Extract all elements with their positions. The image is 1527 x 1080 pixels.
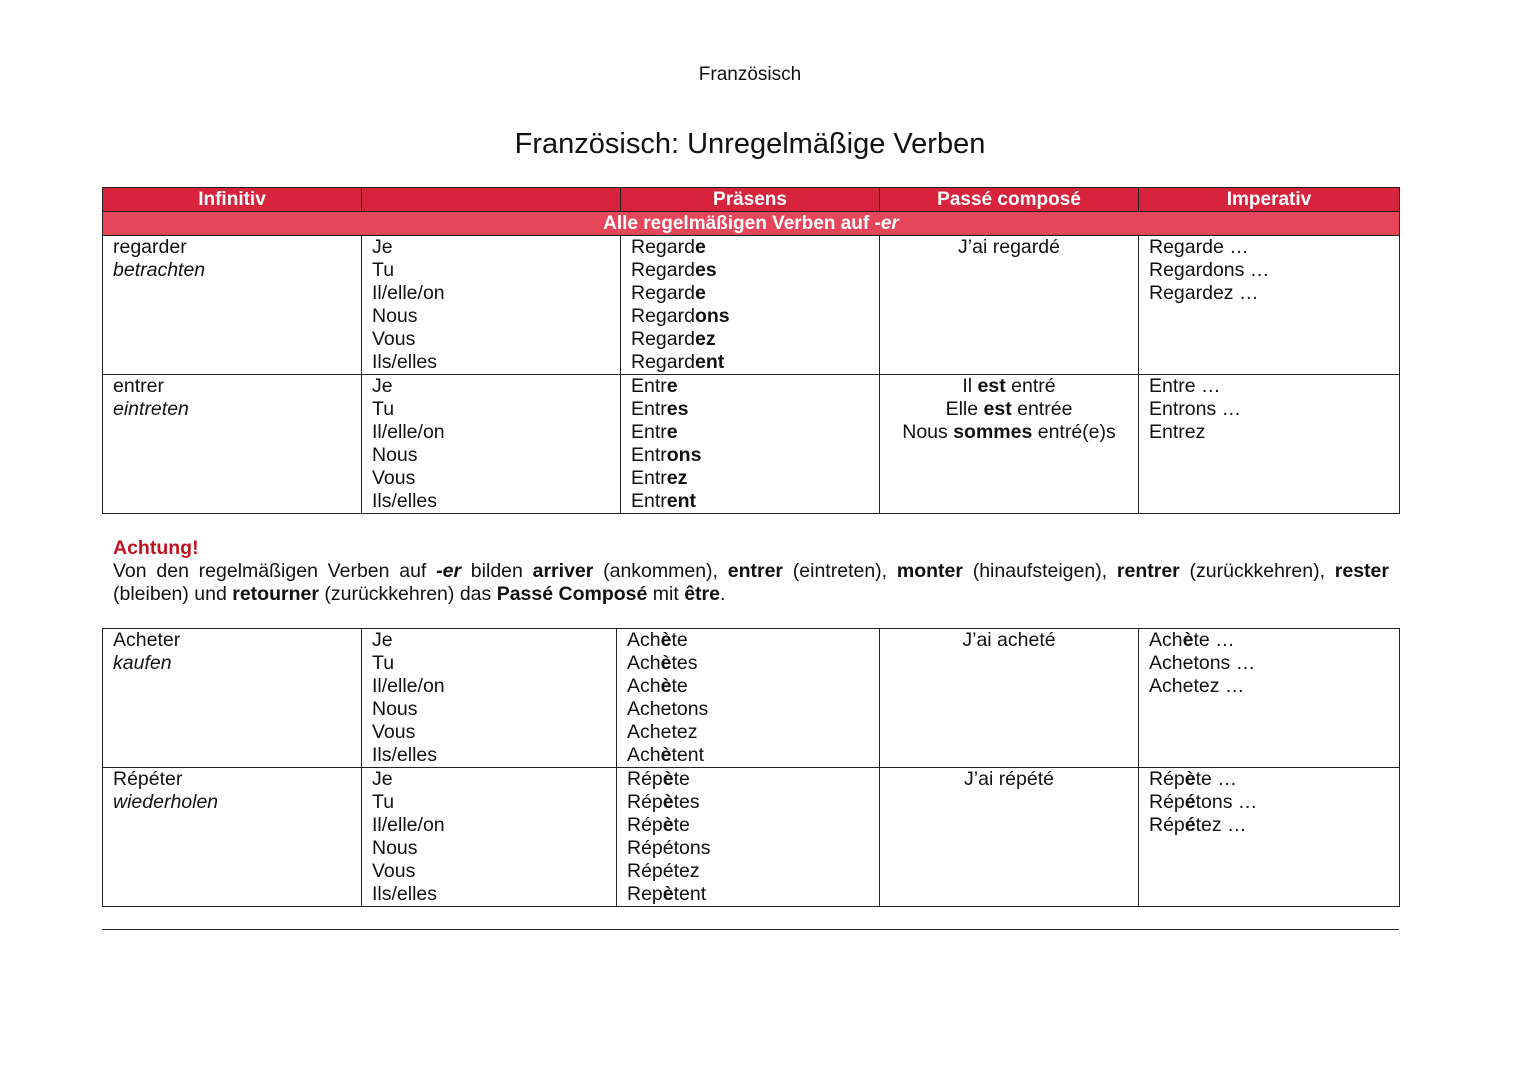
column-header-infinitiv: Infinitiv xyxy=(103,188,362,212)
note-segment: rester xyxy=(1334,560,1389,582)
text-line xyxy=(627,652,869,675)
text-segment: ez xyxy=(666,467,688,489)
subheader-text: Alle regelmäßigen Verben auf xyxy=(603,213,875,234)
text-segment: Rép xyxy=(1149,791,1185,813)
text-segment: Entr xyxy=(631,421,667,443)
text-segment: è xyxy=(662,883,674,905)
text-segment: Entr xyxy=(631,467,667,489)
text-segment: es xyxy=(694,259,717,281)
text-line xyxy=(890,375,1128,398)
pronoun: Ils/elles xyxy=(372,744,438,766)
text-segment: tent xyxy=(673,883,707,905)
text-line xyxy=(627,860,869,883)
text-segment: Regard xyxy=(631,305,695,327)
text-line: J’ai regardé xyxy=(958,236,1060,258)
text-segment: è xyxy=(660,652,672,674)
text-segment: Répétez xyxy=(627,860,700,882)
text-line xyxy=(890,398,1128,421)
text-segment: Elle xyxy=(945,398,984,420)
text-segment: te xyxy=(671,675,688,697)
infinitive-cell xyxy=(103,629,362,768)
note-segment: (bleiben) und xyxy=(113,583,233,605)
passe-compose-cell xyxy=(880,236,1139,375)
text-segment: Regard xyxy=(631,236,695,258)
text-line xyxy=(627,629,869,652)
text-segment: Regard xyxy=(631,351,695,373)
bottom-divider xyxy=(102,929,1399,930)
text-line xyxy=(631,351,869,374)
text-segment: tent xyxy=(671,744,704,766)
column-header-imperativ: Imperativ xyxy=(1139,188,1400,212)
text-line: Entre … xyxy=(1149,375,1221,397)
note-segment: mit xyxy=(647,583,685,605)
text-segment: Rép xyxy=(1149,768,1185,790)
pronoun: Nous xyxy=(372,837,418,859)
pronoun: Tu xyxy=(372,791,395,813)
text-segment: Achetez … xyxy=(1149,675,1245,697)
text-segment: tez … xyxy=(1195,814,1247,836)
text-line xyxy=(1149,814,1389,837)
table-subheader-row xyxy=(103,212,1400,236)
infinitive: Répéter xyxy=(113,768,183,790)
text-line xyxy=(1149,652,1389,675)
pronoun-cell xyxy=(362,768,617,907)
infinitive: regarder xyxy=(113,236,187,258)
text-segment: Ach xyxy=(627,629,661,651)
passe-compose-cell: J’ai répété xyxy=(880,768,1139,907)
text-segment: ez xyxy=(694,328,716,350)
text-segment: e xyxy=(694,236,706,258)
conjugation-table-stem-change xyxy=(102,628,1400,907)
pronoun: Tu xyxy=(372,652,395,674)
note-segment: être xyxy=(684,583,720,605)
text-segment: è xyxy=(660,629,672,651)
note-segment: (zurückkehren) das xyxy=(318,583,497,605)
subheader-cell xyxy=(103,212,1400,236)
text-segment: ons xyxy=(694,305,730,327)
text-line xyxy=(627,814,869,837)
text-segment: é xyxy=(1184,814,1196,836)
text-segment: te … xyxy=(1193,629,1235,651)
text-segment: Rep xyxy=(627,883,663,905)
text-line xyxy=(631,398,869,421)
note-title: Achtung! xyxy=(113,537,199,559)
translation: betrachten xyxy=(113,259,206,281)
text-line xyxy=(627,698,869,721)
note-segment: monter xyxy=(896,560,963,582)
text-line xyxy=(627,744,869,767)
text-line xyxy=(627,675,869,698)
present-cell xyxy=(617,629,880,768)
text-line xyxy=(627,837,869,860)
pronoun: Tu xyxy=(372,259,395,281)
text-segment: Entr xyxy=(631,375,667,397)
text-line xyxy=(631,236,869,259)
text-segment: Entr xyxy=(631,490,667,512)
text-segment: te xyxy=(673,768,690,790)
note-segment: Von den regelmäßigen Verben auf xyxy=(113,560,437,582)
text-segment: Achetez xyxy=(627,721,698,743)
text-line xyxy=(1149,768,1389,791)
text-segment: Regard xyxy=(631,282,695,304)
pronoun: Vous xyxy=(372,467,416,489)
pronoun-cell xyxy=(362,629,617,768)
text-segment: Entr xyxy=(631,444,667,466)
text-segment: tes xyxy=(673,791,700,813)
translation: wiederholen xyxy=(113,791,219,813)
present-cell xyxy=(621,375,880,514)
text-segment: Rép xyxy=(627,768,663,790)
text-segment: Répétons xyxy=(627,837,711,859)
text-segment: è xyxy=(1182,629,1194,651)
text-line xyxy=(627,721,869,744)
imperative-cell xyxy=(1139,768,1400,907)
text-segment: Il xyxy=(962,375,978,397)
text-line: Entrez xyxy=(1149,421,1206,443)
note-segment: (zurückkehren), xyxy=(1179,560,1335,582)
pronoun: Je xyxy=(372,629,393,651)
page-header: Französisch xyxy=(698,64,802,85)
text-segment: è xyxy=(1184,768,1196,790)
text-line: Regardons … xyxy=(1149,259,1270,281)
text-segment: Nous xyxy=(902,421,954,443)
imperative-cell xyxy=(1139,375,1400,514)
note-segment: (hinaufsteigen), xyxy=(962,560,1117,582)
pronoun-cell xyxy=(362,236,621,375)
text-segment: entré(e)s xyxy=(1032,421,1116,443)
infinitive-cell xyxy=(103,375,362,514)
text-segment: è xyxy=(662,814,674,836)
column-header-pronoun xyxy=(362,188,621,212)
infinitive: entrer xyxy=(113,375,164,397)
text-segment: entré xyxy=(1005,375,1056,397)
text-segment: è xyxy=(662,768,674,790)
text-segment: entrée xyxy=(1011,398,1073,420)
subheader-suffix: -er xyxy=(874,213,899,234)
column-header-praesens: Präsens xyxy=(621,188,880,212)
text-segment: Achetons xyxy=(627,698,709,720)
passe-compose-cell xyxy=(880,375,1139,514)
text-segment: est xyxy=(983,398,1012,420)
translation: kaufen xyxy=(113,652,172,674)
text-segment: Ach xyxy=(1149,629,1183,651)
passe-compose-cell: J’ai acheté xyxy=(880,629,1139,768)
text-line xyxy=(627,883,869,906)
pronoun: Il/elle/on xyxy=(372,421,445,443)
text-segment: Ach xyxy=(627,675,661,697)
text-segment: e xyxy=(666,421,678,443)
text-segment: e xyxy=(694,282,706,304)
pronoun: Ils/elles xyxy=(372,490,438,512)
text-line xyxy=(1149,629,1389,652)
pronoun: Tu xyxy=(372,398,395,420)
note-segment: bilden xyxy=(461,560,533,582)
text-segment: est xyxy=(977,375,1006,397)
text-segment: è xyxy=(660,744,672,766)
imperative-cell xyxy=(1139,236,1400,375)
infinitive: Acheter xyxy=(113,629,181,651)
text-line: Regardez … xyxy=(1149,282,1259,304)
text-segment: ent xyxy=(666,490,697,512)
text-line xyxy=(631,375,869,398)
pronoun-cell xyxy=(362,375,621,514)
note-segment: . xyxy=(719,583,726,605)
text-segment: Rép xyxy=(627,791,663,813)
text-segment: è xyxy=(662,791,674,813)
note-segment: Passé Composé xyxy=(496,583,648,605)
note-segment: (ankommen), xyxy=(593,560,728,582)
pronoun: Vous xyxy=(372,860,416,882)
pronoun: Nous xyxy=(372,698,418,720)
text-segment: te xyxy=(671,629,688,651)
text-segment: Entr xyxy=(631,398,667,420)
note-segment: entrer xyxy=(727,560,784,582)
text-segment: ent xyxy=(694,351,725,373)
note-body xyxy=(113,560,1389,606)
text-segment: é xyxy=(1184,791,1196,813)
text-segment: Ach xyxy=(627,744,661,766)
note-segment: retourner xyxy=(232,583,319,605)
conjugation-table-regular xyxy=(102,187,1400,514)
text-segment: tons … xyxy=(1195,791,1258,813)
pronoun: Nous xyxy=(372,305,418,327)
note-segment: arriver xyxy=(532,560,594,582)
text-line xyxy=(631,305,869,328)
text-segment: te xyxy=(673,814,690,836)
table-row xyxy=(103,375,1400,514)
table-row xyxy=(103,768,1400,907)
text-segment: Rép xyxy=(627,814,663,836)
table-row xyxy=(103,629,1400,768)
note-segment: rentrer xyxy=(1116,560,1180,582)
infinitive-cell xyxy=(103,236,362,375)
text-segment: Regard xyxy=(631,328,695,350)
attention-note xyxy=(113,537,1389,606)
pronoun: Je xyxy=(372,375,393,397)
pronoun: Je xyxy=(372,768,393,790)
present-cell xyxy=(617,768,880,907)
imperative-cell xyxy=(1139,629,1400,768)
text-line xyxy=(890,421,1128,444)
text-line xyxy=(631,421,869,444)
pronoun: Je xyxy=(372,236,393,258)
text-line xyxy=(627,791,869,814)
text-line xyxy=(631,467,869,490)
text-line xyxy=(631,282,869,305)
pronoun: Il/elle/on xyxy=(372,814,445,836)
text-line: Regarde … xyxy=(1149,236,1249,258)
text-segment: è xyxy=(660,675,672,697)
pronoun: Il/elle/on xyxy=(372,282,445,304)
text-line xyxy=(631,490,869,513)
text-line xyxy=(627,768,869,791)
table-row xyxy=(103,236,1400,375)
pronoun: Vous xyxy=(372,721,416,743)
note-segment: (eintreten), xyxy=(783,560,897,582)
text-line xyxy=(631,444,869,467)
table-header-row xyxy=(103,188,1400,212)
text-segment: Regard xyxy=(631,259,695,281)
pronoun: Ils/elles xyxy=(372,351,438,373)
text-segment: Achetons … xyxy=(1149,652,1256,674)
translation: eintreten xyxy=(113,398,189,420)
pronoun: Nous xyxy=(372,444,418,466)
note-segment: -er xyxy=(436,560,462,582)
infinitive-cell xyxy=(103,768,362,907)
text-segment: Ach xyxy=(627,652,661,674)
text-segment: te … xyxy=(1195,768,1237,790)
column-header-passe-compose: Passé composé xyxy=(880,188,1139,212)
present-cell xyxy=(621,236,880,375)
text-segment: ons xyxy=(666,444,702,466)
text-line: Entrons … xyxy=(1149,398,1242,420)
text-segment: sommes xyxy=(953,421,1033,443)
text-segment: Rép xyxy=(1149,814,1185,836)
pronoun: Il/elle/on xyxy=(372,675,445,697)
text-line xyxy=(631,259,869,282)
text-segment: e xyxy=(666,375,678,397)
page-title: Französisch: Unregelmäßige Verben xyxy=(514,128,986,160)
text-line xyxy=(1149,675,1389,698)
pronoun: Vous xyxy=(372,328,416,350)
text-line xyxy=(631,328,869,351)
text-segment: tes xyxy=(671,652,698,674)
text-segment: es xyxy=(666,398,689,420)
text-line xyxy=(1149,791,1389,814)
pronoun: Ils/elles xyxy=(372,883,438,905)
